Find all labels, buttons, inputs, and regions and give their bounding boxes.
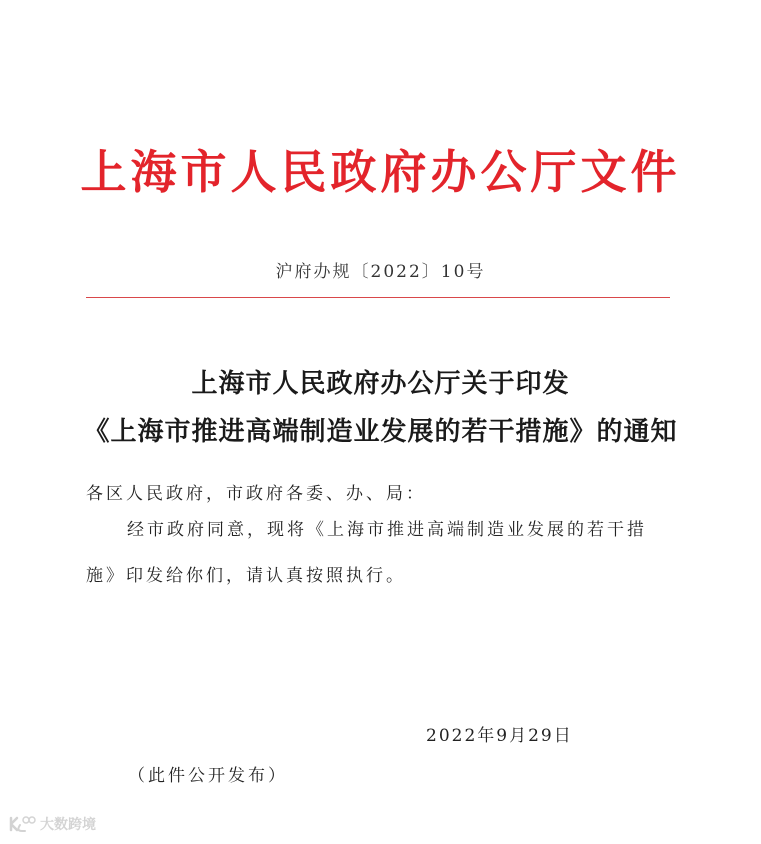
body-paragraph-line-1: 经市政府同意，现将《上海市推进高端制造业发展的若干措 (127, 520, 647, 540)
body-paragraph-line-2: 施》印发给你们，请认真按照执行。 (86, 566, 406, 586)
issue-date: 2022年9月29日 (426, 726, 573, 746)
salutation: 各区人民政府，市政府各委、办、局： (86, 484, 426, 504)
public-release-note: （此件公开发布） (128, 766, 288, 786)
brand-logo-icon (8, 815, 36, 833)
document-number: 沪府办规〔2022〕10号 (275, 262, 486, 282)
red-divider-line (86, 297, 670, 298)
notice-title-line-2: 《上海市推进高端制造业发展的若干措施》的通知 (83, 417, 678, 447)
issuer-header-title: 上海市人民政府办公厅文件 (80, 145, 681, 199)
watermark-text: 大数跨境 (40, 817, 96, 833)
notice-title-line-1: 上海市人民政府办公厅关于印发 (191, 369, 570, 399)
body-paragraph (86, 516, 676, 590)
watermark (8, 814, 96, 834)
